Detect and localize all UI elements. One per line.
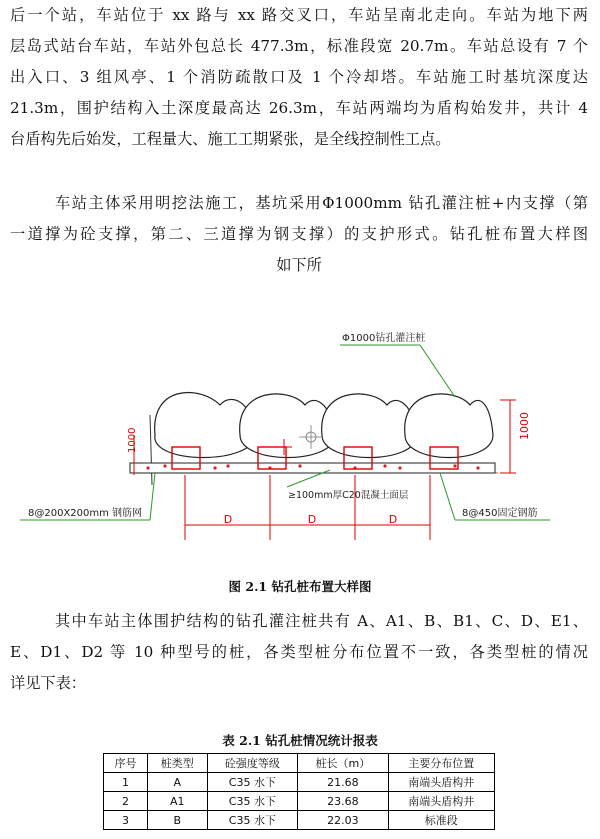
slab-thickness-label: ≥100mm厚C20混凝土面层 <box>288 490 409 501</box>
dim-side-label: 1000 <box>127 427 138 453</box>
text-line: 如下所 <box>276 256 322 274</box>
text-line: 详见下表： <box>10 674 86 692</box>
column-header: 主要分布位置 <box>388 754 494 773</box>
pile-circles <box>155 393 493 458</box>
text-line: E、D1、D2 等 10 种型号的桩，各类型桩分布位置不一致，各类型桩的情况 <box>10 643 588 661</box>
pile-diameter-label: Φ1000钻孔灌注桩 <box>342 333 426 344</box>
concrete-slab <box>130 463 495 473</box>
dim-height-label: 1000 <box>518 412 531 440</box>
figure-caption: 图 2.1 钻孔桩布置大样图 <box>228 579 372 594</box>
table-cell: B <box>147 811 207 830</box>
text-line: 21.3m，围护结构入土深度最高达 26.3m，车站两端均为盾构始发井，共计 4 <box>10 99 588 117</box>
paragraph-construction-method <box>10 188 588 281</box>
paragraph-pile-types <box>10 606 588 699</box>
table-cell: 南端头盾构井 <box>388 773 494 792</box>
pile-layout-drawing <box>0 325 600 565</box>
table-cell: C35 水下 <box>207 811 298 830</box>
text-line: 车站主体采用明挖法施工，基坑采用Φ1000mm 钻孔灌注桩+内支撑（第 <box>55 194 588 212</box>
column-header: 序号 <box>104 754 148 773</box>
column-header: 砼强度等级 <box>207 754 298 773</box>
spacing-label: D <box>223 513 233 526</box>
mesh-label: 8@200X200mm 钢筋网 <box>28 508 143 519</box>
paragraph-station-intro <box>10 0 588 155</box>
table-cell: C35 水下 <box>207 773 298 792</box>
text-line: 层岛式站台车站，车站外包总长 477.3m，标准段宽 20.7m。车站总设有 7 个 <box>10 37 588 55</box>
pile-statistics-table <box>103 753 495 830</box>
table-caption: 表 2.1 钻孔桩情况统计报表 <box>222 733 378 748</box>
text-line: 一道撑为砼支撑，第二、三道撑为钢支撑）的支护形式。钻孔桩布置大样图 <box>10 225 588 243</box>
table-cell: 2 <box>104 792 148 811</box>
fixing-bar-label: 8@450固定钢筋 <box>462 508 538 519</box>
table-row <box>104 792 495 811</box>
text-line: 后一个站，车站位于 xx 路与 xx 路交叉口，车站呈南北走向。车站为地下两 <box>10 6 588 24</box>
table-cell: 3 <box>104 811 148 830</box>
table-cell: 22.03 <box>298 811 388 830</box>
table-cell: 标准段 <box>388 811 494 830</box>
text-line: 其中车站主体围护结构的钻孔灌注桩共有 A、A1、B、B1、C、D、E1、 <box>55 612 588 630</box>
spacing-label: D <box>307 513 317 526</box>
column-header: 桩长（m） <box>298 754 388 773</box>
table-cell: C35 水下 <box>207 792 298 811</box>
table-cell: 1 <box>104 773 148 792</box>
table-cell: 21.68 <box>298 773 388 792</box>
table-cell: A1 <box>147 792 207 811</box>
text-line: 出入口、3 组风亭、1 个消防疏散口及 1 个冷却塔。车站施工时基坑深度达 <box>10 68 588 86</box>
table-cell: A <box>147 773 207 792</box>
table-row <box>104 811 495 830</box>
text-line: 台盾构先后始发，工程量大、施工工期紧张，是全线控制性工点。 <box>10 130 451 148</box>
spacing-label: D <box>388 513 398 526</box>
column-header: 桩类型 <box>147 754 207 773</box>
table-header-row <box>104 754 495 773</box>
table-row <box>104 773 495 792</box>
table-cell: 23.68 <box>298 792 388 811</box>
table-cell: 南端头盾构井 <box>388 792 494 811</box>
